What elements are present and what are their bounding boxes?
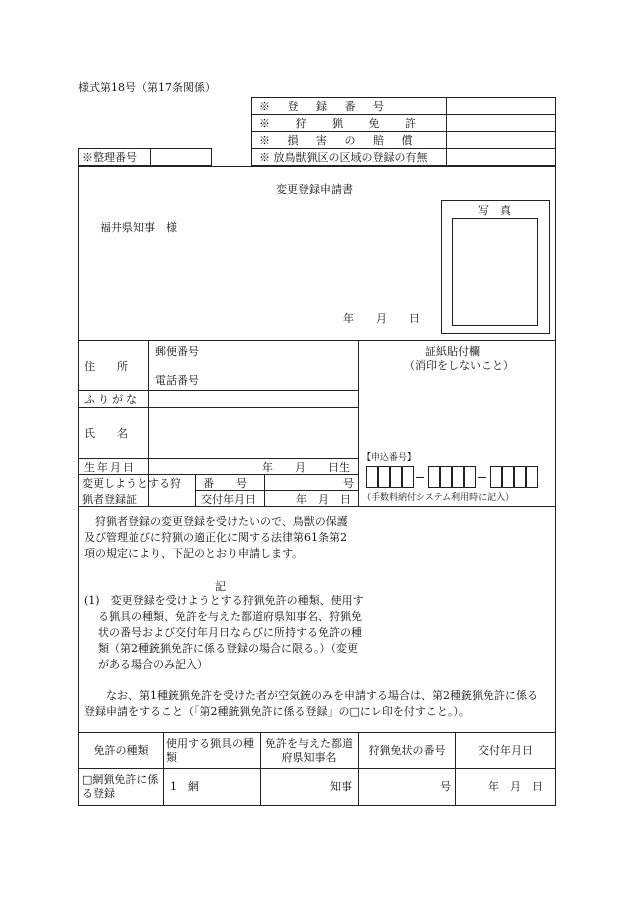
app-number-digit[interactable] [452, 466, 464, 488]
app-number-digit[interactable] [428, 466, 440, 488]
note-text: なお、第1種銃猟免許を受けた者が空気銃のみを申請する場合は、第2種銃猟免許に係る登録申請をすること（「第2種銃猟免許に係る登録」の□にレ印を付すこと。）。 [84, 689, 538, 718]
addressee: 福井県知事 様 [100, 221, 177, 234]
header-tool-type: 使用する猟具の種類 [166, 736, 254, 764]
app-number-digit[interactable] [490, 466, 502, 488]
top-row-license: ※ 狩 猟 免 許 [259, 117, 416, 130]
address-label: 住 所 [84, 360, 128, 373]
app-number-digit[interactable] [440, 466, 452, 488]
governor-input[interactable] [262, 770, 326, 804]
header-license-type: 免許の種類 [93, 743, 149, 757]
app-number-digit[interactable] [402, 466, 414, 488]
app-number-digit[interactable] [526, 466, 538, 488]
license-label-line2: 猟者登録証 [82, 493, 137, 506]
app-number-digit[interactable] [514, 466, 526, 488]
registry-number-input[interactable] [151, 149, 211, 165]
birth-date-label: 生年月日 [84, 461, 136, 474]
top-value-cell[interactable] [447, 98, 555, 165]
furigana-label: ふりがな [84, 393, 140, 406]
stamp-area[interactable] [360, 376, 554, 448]
registry-number-label: ※整理番号 [82, 151, 137, 164]
furigana-input[interactable] [150, 392, 356, 406]
app-number-digit[interactable] [502, 466, 514, 488]
birth-date-value[interactable]: 年 月 日生 [262, 461, 350, 474]
stamp-title: 証紙貼付欄 [425, 345, 480, 358]
app-number-digit[interactable] [464, 466, 476, 488]
form-title: 変更登録申請書 [276, 183, 353, 196]
header-license-number: 狩猟免状の番号 [368, 743, 446, 757]
app-number-digit[interactable] [390, 466, 402, 488]
issue-date-value[interactable]: 年 月 日 [296, 493, 351, 506]
license-number-input[interactable] [266, 476, 340, 489]
address-input[interactable] [210, 342, 356, 388]
top-row-release-area: ※ 放鳥獣猟区の区域の登録の有無 [259, 151, 428, 164]
header-issue-date: 交付年月日 [478, 743, 533, 757]
license-number-label: 番 号 [203, 477, 247, 490]
body-text: 狩猟者登録の変更登録を受けたいので、鳥獣の保護及び管理並びに狩猟の適正化に関する法律第61条第2項の規定により、下記のとおり申請します。 [84, 515, 348, 560]
application-date[interactable]: 年 月 日 [343, 312, 420, 325]
phone-label: 電話番号 [155, 374, 199, 387]
photo-label: 写 真 [478, 204, 511, 217]
photo-box[interactable] [452, 218, 538, 326]
application-number-label: 【申込番号】 [362, 453, 417, 463]
governor-suffix: 知事 [330, 780, 352, 793]
name-label: 氏 名 [84, 427, 128, 440]
issue-date-label: 交付年月日 [201, 493, 256, 506]
system-note: （手数料納付システム利用時に記入） [362, 493, 515, 503]
header-governor: 免許を与えた都道府県知事名 [265, 736, 353, 764]
ki-label: 記 [215, 580, 226, 593]
license-label-line1: 変更しようとする狩 [82, 477, 181, 490]
net-license-checkbox[interactable]: □網猟免許に係る登録 [82, 773, 159, 800]
top-row-damages: ※ 損 害 の 賠 償 [259, 134, 413, 147]
stamp-note: （消印をしないこと） [404, 359, 514, 372]
application-number-boxes[interactable] [366, 466, 546, 490]
name-input[interactable] [150, 409, 356, 457]
app-number-digit[interactable] [366, 466, 378, 488]
license-number-suffix-bottom: 号 [440, 780, 451, 793]
tool-value: 1 網 [170, 780, 199, 793]
top-row-registration: ※ 登 録 番 号 [259, 100, 384, 113]
form-number: 様式第18号（第17条関係） [78, 81, 216, 94]
postal-code-label: 郵便番号 [155, 345, 199, 358]
license-number-input-bottom[interactable] [360, 770, 436, 804]
license-number-suffix: 号 [343, 477, 354, 490]
issue-date-bottom[interactable]: 年 月 日 [488, 780, 543, 793]
app-number-digit[interactable] [378, 466, 390, 488]
item-1: (1) 変更登録を受けようとする狩猟免許の種類、使用する猟具の種類、免許を与えた都道府県知事名、狩猟免状の番号および交付年月日ならびに所持する免許の種類（第2種銃猟免許に係る登録の場合に限る。）（変更がある場合のみ記入） [84, 594, 364, 671]
